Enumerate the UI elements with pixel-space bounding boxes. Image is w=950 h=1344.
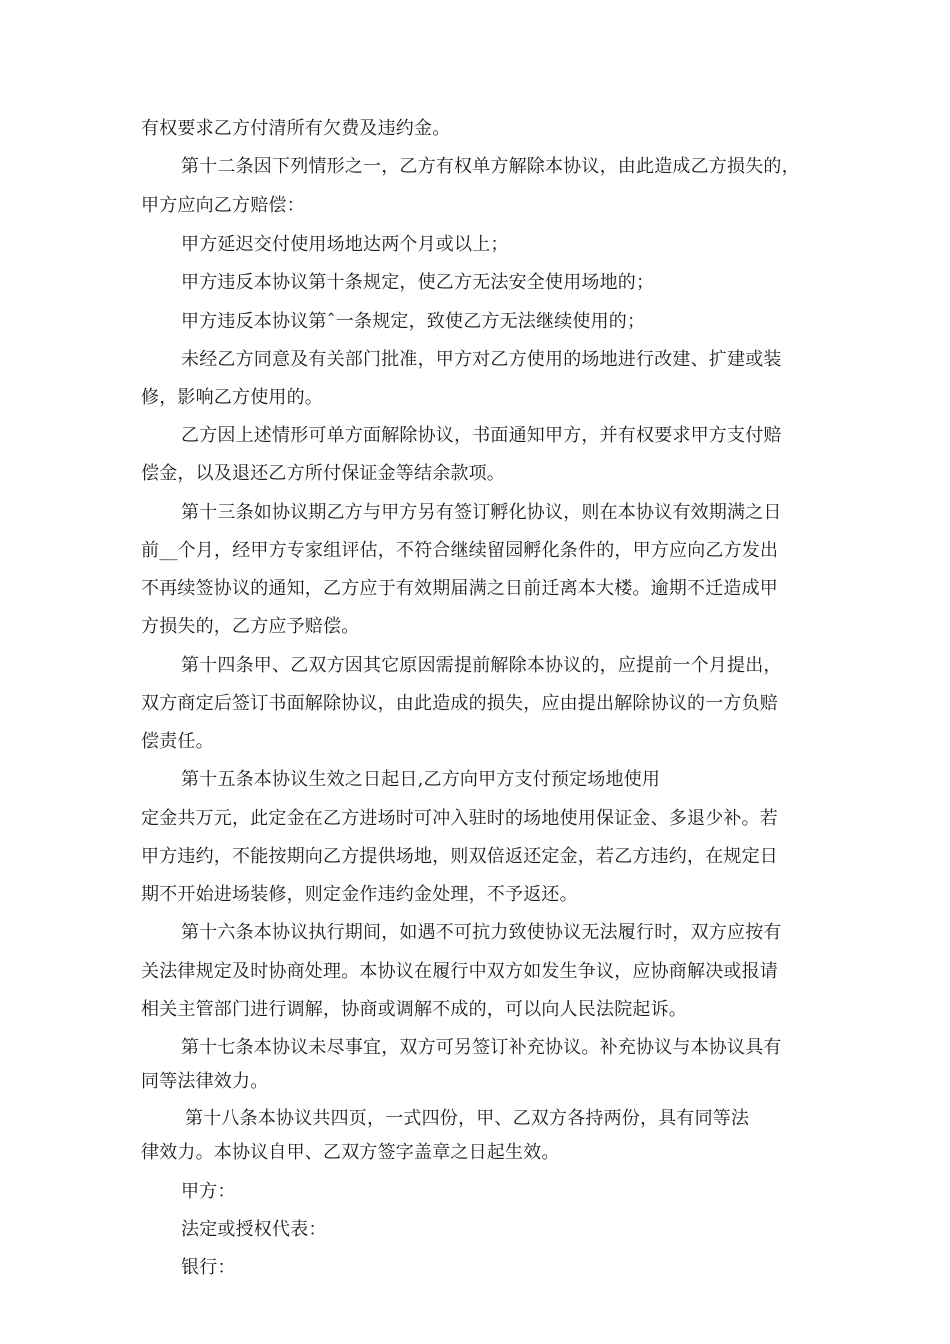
text-line: 不再续签协议的通知，乙方应于有效期届满之日前迁离本大楼。逾期不迁造成甲 [141, 578, 778, 599]
text-line: 期不开始进场装修，则定金作违约金处理，不予返还。 [141, 884, 578, 905]
text-line: 第十二条因下列情形之一，乙方有权单方解除本协议，由此造成乙方损失的， [181, 156, 800, 177]
text-line: 第十七条本协议未尽事宜，双方可另签订补充协议。补充协议与本协议具有 [181, 1037, 782, 1058]
signature-label-representative: 法定或授权代表： [181, 1219, 327, 1240]
text-line: 双方商定后签订书面解除协议，由此造成的损失，应由提出解除协议的一方负赔 [141, 693, 778, 714]
text-line: 关法律规定及时协商处理。本协议在履行中双方如发生争议，应协商解决或报请 [141, 961, 778, 982]
signature-label-party-a: 甲方： [181, 1181, 236, 1202]
text-line: 偿金，以及退还乙方所付保证金等结余款项。 [141, 463, 505, 484]
text-line: 甲方违反本协议第ˆ一条规定，致使乙方无法继续使用的； [181, 311, 646, 332]
signature-label-bank: 银行： [181, 1257, 236, 1278]
text-line: 前__个月，经甲方专家组评估，不符合继续留园孵化条件的，甲方应向乙方发出 [141, 540, 779, 561]
text-line: 定金共万元，此定金在乙方进场时可冲入驻时的场地使用保证金、多退少补。若 [141, 808, 778, 829]
text-line: 甲方应向乙方赔偿： [141, 195, 305, 216]
text-line: 同等法律效力。 [141, 1071, 269, 1092]
text-line: 第十五条本协议生效之日起日,乙方向甲方支付预定场地使用 [181, 769, 661, 790]
text-line: 第十八条本协议共四页，一式四份，甲、乙双方各持两份，具有同等法 [185, 1108, 750, 1129]
text-line: 有权要求乙方付清所有欠费及违约金。 [141, 118, 451, 139]
text-line: 第十三条如协议期乙方与甲方另有签订孵化协议，则在本协议有效期满之日 [181, 502, 782, 523]
text-line: 未经乙方同意及有关部门批准，甲方对乙方使用的场地进行改建、扩建或装 [181, 349, 782, 370]
text-line: 第十六条本协议执行期间，如遇不可抗力致使协议无法履行时，双方应按有 [181, 922, 782, 943]
text-line: 律效力。本协议自甲、乙双方签字盖章之日起生效。 [141, 1142, 560, 1163]
text-line: 甲方违反本协议第十条规定，使乙方无法安全使用场地的； [181, 272, 655, 293]
text-line: 偿责任。 [141, 731, 214, 752]
text-line: 甲方违约，不能按期向乙方提供场地，则双倍返还定金，若乙方违约，在规定日 [141, 846, 778, 867]
text-line: 方损失的，乙方应予赔偿。 [141, 616, 360, 637]
text-line: 修，影响乙方使用的。 [141, 387, 323, 408]
text-line: 甲方延迟交付使用场地达两个月或以上； [181, 234, 509, 255]
text-line: 乙方因上述情形可单方面解除协议，书面通知甲方，并有权要求甲方支付赔 [181, 425, 782, 446]
text-line: 第十四条甲、乙双方因其它原因需提前解除本协议的，应提前一个月提出， [181, 655, 782, 676]
text-line: 相关主管部门进行调解，协商或调解不成的，可以向人民法院起诉。 [141, 999, 687, 1020]
